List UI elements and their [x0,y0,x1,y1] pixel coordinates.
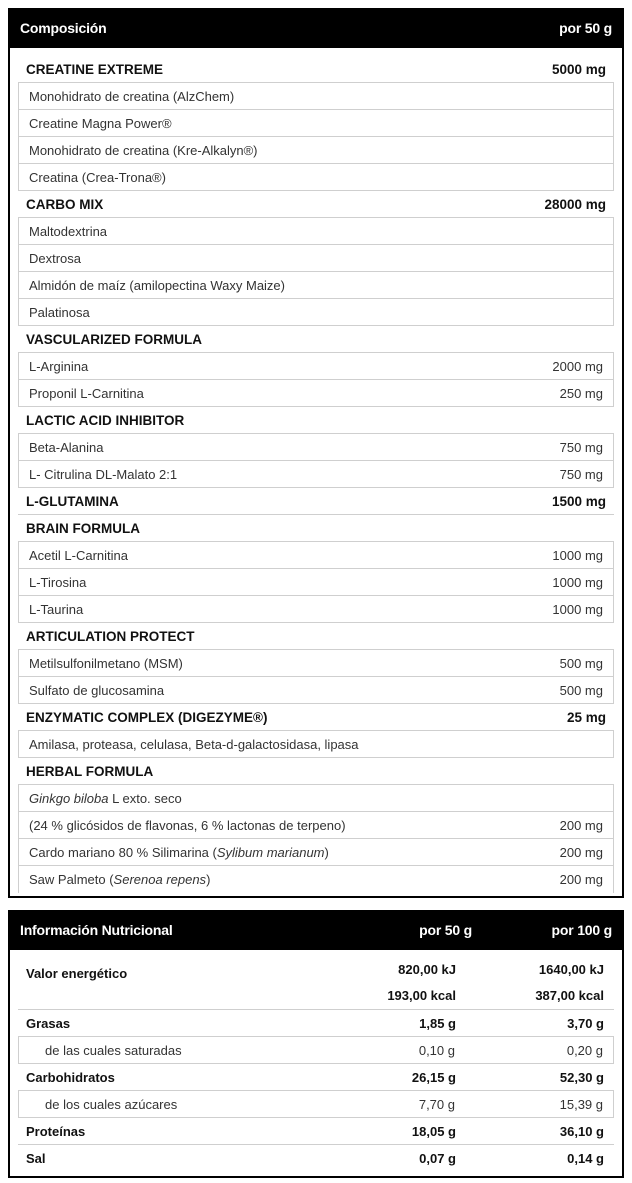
ingredient-text: ) [324,844,329,860]
composition-item-row [18,137,614,164]
herbal-cardo-row [18,839,614,866]
ingredient-name: L-Tirosina [29,574,87,590]
herbal-ginkgo-detail-row [18,812,614,839]
ingredient-name [29,791,182,806]
ingredient-amount: 1500 mg [551,493,606,509]
nutrient-row [18,1145,614,1172]
ingredient-name: BRAIN FORMULA [26,520,140,536]
composition-group-row [18,56,614,83]
nutrition-col-100: por 100 g [551,922,612,938]
ingredient-text: Cardo mariano 80 % Silimarina ( [29,844,217,860]
ingredient-latin-name: Ginkgo biloba [29,790,109,806]
energy-kj-50: 820,00 kJ [398,961,456,977]
composition-group-row [18,407,614,434]
nutrient-value-100: 3,70 g [567,1015,604,1031]
composition-item-row [18,218,614,245]
herbal-saw-row [18,866,614,893]
composition-rows [18,56,614,893]
nutrient-value-100: 36,10 g [559,1123,604,1139]
ingredient-name: Monohidrato de creatina (AlzChem) [29,88,235,104]
nutrient-row [18,1118,614,1145]
ingredient-amount: 2000 mg [552,358,603,374]
composition-group-row [18,623,614,650]
ingredient-name: CARBO MIX [26,196,104,212]
composition-item-row [18,731,614,758]
energy-kcal-100: 387,00 kcal [535,988,604,1004]
ingredient-name: Maltodextrina [29,223,108,239]
nutrient-value-50: 26,15 g [411,1069,456,1085]
ingredient-name: LACTIC ACID INHIBITOR [26,412,185,428]
composition-group-row [18,191,614,218]
nutrient-value-50: 18,05 g [411,1123,456,1139]
ingredient-amount: 1000 mg [552,601,603,617]
nutrition-table [8,910,624,1178]
ingredient-name: Dextrosa [29,250,82,266]
ingredient-amount: 200 mg [559,844,603,860]
nutrient-value-100: 0,14 g [567,1151,604,1166]
ingredient-name: HERBAL FORMULA [26,763,154,779]
ingredient-name: CREATINE EXTREME [26,61,164,77]
ingredient-text: ) [206,872,211,887]
ingredient-name: L-GLUTAMINA [26,493,119,509]
composition-group-row [18,704,614,731]
ingredient-amount: 500 mg [559,682,603,698]
composition-item-row [18,569,614,596]
nutrient-value-100: 52,30 g [559,1069,604,1085]
ingredient-name: Sulfato de glucosamina [29,682,165,698]
ingredient-amount: 200 mg [559,817,603,833]
ingredient-amount: 500 mg [559,655,603,671]
ingredient-name: Almidón de maíz (amilopectina Waxy Maize) [29,277,285,293]
nutrition-body [8,950,624,1178]
composition-header [8,8,624,48]
nutrient-label: de los cuales azúcares [45,1096,178,1112]
nutrient-value-100: 15,39 g [559,1096,603,1112]
composition-item-row [18,245,614,272]
ingredient-amount: 5000 mg [551,61,606,77]
ingredient-amount: 750 mg [559,439,603,455]
nutrition-title: Información Nutricional [20,922,173,938]
ingredient-name: Creatine Magna Power® [29,115,172,131]
nutrition-header [8,910,624,950]
ingredient-amount: 25 mg [566,709,606,725]
nutrient-value-100: 0,20 g [566,1042,603,1058]
nutrient-label: Carbohidratos [26,1069,115,1085]
ingredient-name: ARTICULATION PROTECT [26,628,195,644]
ingredient-amount: 750 mg [559,466,603,482]
composition-table [8,8,624,898]
ingredient-name: Beta-Alanina [29,439,104,455]
composition-item-row [18,380,614,407]
ingredient-text: (24 % glicósidos de flavonas, 6 % lactonas de terpeno) [29,817,346,833]
composition-item-row [18,677,614,704]
ingredient-name: VASCULARIZED FORMULA [26,331,202,347]
composition-item-row [18,299,614,326]
ingredient-name: Proponil L-Carnitina [29,385,144,401]
ingredient-text: Saw Palmeto ( [29,872,114,887]
ingredient-latin-name: Serenoa repens [113,872,207,887]
nutrient-row [18,1010,614,1037]
nutrient-subrow [18,1091,614,1118]
nutrient-label: Proteínas [26,1123,86,1139]
ingredient-name: Acetil L-Carnitina [29,547,128,563]
nutrition-rows [18,956,614,1172]
herbal-ginkgo-row [18,785,614,812]
composition-item-row [18,164,614,191]
ingredient-name: Amilasa, proteasa, celulasa, Beta-d-galactosidasa, lipasa [29,736,359,752]
nutrient-label: de las cuales saturadas [45,1042,182,1058]
energy-kcal-50: 193,00 kcal [387,988,456,1004]
ingredient-name: Metilsulfonilmetano (MSM) [29,655,183,671]
composition-body [8,48,624,898]
ingredient-amount: 1000 mg [552,547,603,563]
ingredient-name: ENZYMATIC COMPLEX (DIGEZYME®) [26,709,268,725]
ingredient-text: L exto. seco [108,790,182,806]
nutrient-value-50: 0,07 g [419,1151,456,1166]
nutrient-value-50: 7,70 g [418,1096,455,1112]
nutrient-value-50: 0,10 g [418,1042,455,1058]
ingredient-latin-name: Sylibum marianum [216,844,325,860]
composition-item-row [18,353,614,380]
nutrient-label: Grasas [26,1015,71,1031]
nutrient-subrow [18,1037,614,1064]
composition-per: por 50 g [559,20,612,36]
composition-item-row [18,272,614,299]
energy-label: Valor energético [26,966,128,981]
ingredient-amount: 250 mg [559,385,603,401]
ingredient-name: L-Taurina [29,601,84,617]
composition-group-row [18,326,614,353]
energy-row [18,956,614,1010]
composition-group-row [18,758,614,785]
ingredient-amount: 1000 mg [552,574,603,590]
ingredient-name: L-Arginina [29,358,89,374]
ingredient-name [29,845,329,860]
energy-kj-100: 1640,00 kJ [538,961,604,977]
nutrient-label: Sal [26,1151,46,1166]
ingredient-amount: 28000 mg [544,196,606,212]
ingredient-name: Creatina (Crea-Trona®) [29,169,166,185]
composition-item-row [18,596,614,623]
ingredient-name: L- Citrulina DL-Malato 2:1 [29,466,178,482]
composition-item-row [18,110,614,137]
nutrient-value-50: 1,85 g [419,1015,456,1031]
composition-item-row [18,542,614,569]
ingredient-amount: 200 mg [559,872,603,887]
composition-item-row [18,461,614,488]
composition-item-row [18,434,614,461]
composition-group-row [18,488,614,515]
ingredient-name: Monohidrato de creatina (Kre-Alkalyn®) [29,142,258,158]
ingredient-name [29,818,346,833]
composition-item-row [18,83,614,110]
composition-item-row [18,650,614,677]
nutrition-col-50: por 50 g [419,922,472,938]
ingredient-name [29,872,210,887]
ingredient-name: Palatinosa [29,304,90,320]
composition-group-row [18,515,614,542]
nutrient-row [18,1064,614,1091]
composition-title: Composición [20,20,107,36]
